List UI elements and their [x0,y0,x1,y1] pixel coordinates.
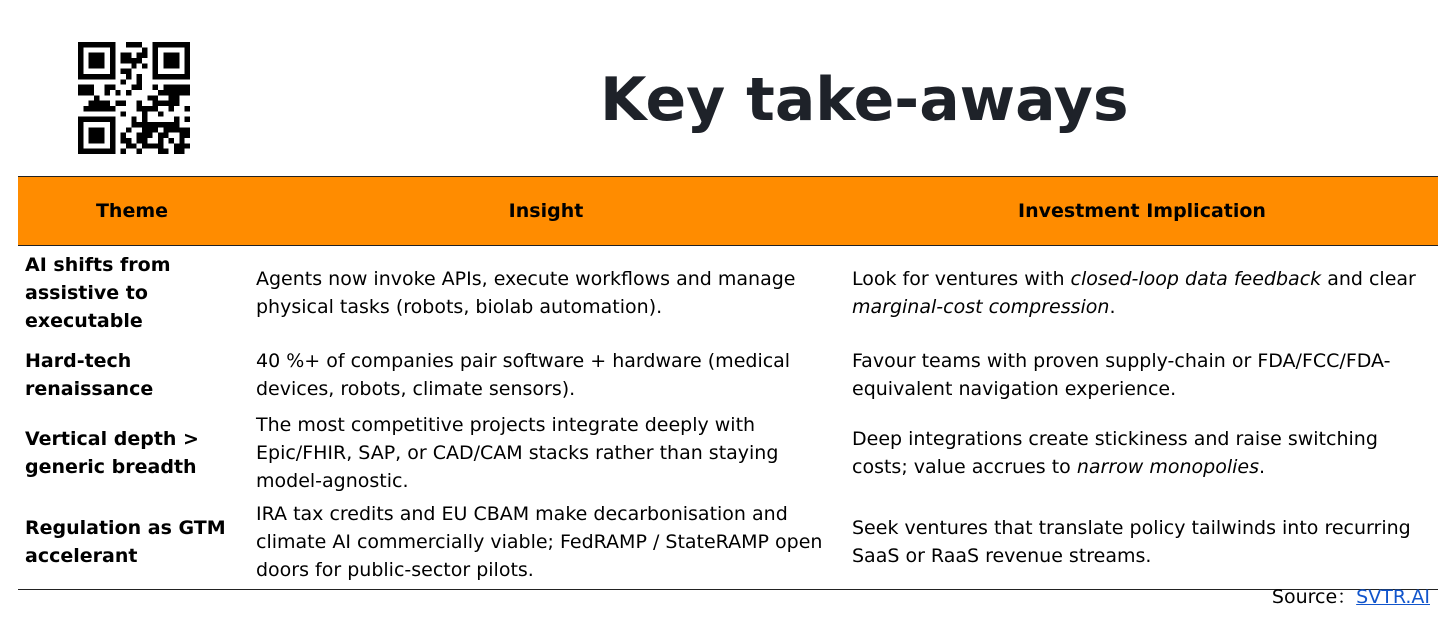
table-row [18,411,1438,495]
text-run: IRA tax credits and EU CBAM make decarbonisation and climate AI commercially viable; FedRAMP / StateRAMP open doors for public-sector pilots. [256,502,823,581]
table-row [18,495,1438,590]
qr-code [78,42,190,154]
text-run: Look for ventures with [852,267,1071,290]
text-run: . [1109,295,1116,318]
takeaways-table [18,176,1438,590]
source-link[interactable]: SVTR.AI [1356,586,1430,608]
text-run: Seek ventures that translate policy tailwinds into recurring SaaS or RaaS revenue streams. [852,516,1411,567]
table-row [18,246,1438,340]
table-row [18,340,1438,411]
table-header-row [18,177,1438,246]
header-insight: Insight [508,200,584,222]
text-run: Deep integrations create stickiness and raise switching costs; value accrues to [852,427,1378,478]
emphasis-text: narrow monopolies [1076,455,1259,478]
theme-cell: Hard-tech renaissance [25,350,154,400]
header-investment-implication: Investment Implication [1018,200,1266,222]
source-label: Source： [1271,586,1357,608]
page-title: Key take-aways [600,65,1129,135]
text-run: Favour teams with proven supply-chain or FDA/FCC/FDA-equivalent navigation experience. [852,350,1391,400]
implication-cell [846,411,1438,495]
theme-cell: Vertical depth > generic breadth [25,427,199,478]
header-theme: Theme [95,200,169,222]
emphasis-text: closed-loop data feedback [1070,267,1322,290]
insight-cell [246,340,846,411]
text-run: Agents now invoke APIs, execute workflows and manage physical tasks (robots, biolab automation). [256,267,796,318]
implication-cell [846,246,1438,340]
insight-cell [246,495,846,590]
implication-cell [846,495,1438,590]
source-note [1272,583,1430,611]
theme-cell: AI shifts from assistive to executable [25,253,171,332]
theme-cell: Regulation as GTM accelerant [25,516,226,567]
emphasis-text: marginal-cost compression [852,295,1110,318]
text-run: and clear [1321,267,1416,290]
implication-cell [846,340,1438,411]
text-run: 40 %+ of companies pair software + hardware (medical devices, robots, climate sensors). [256,350,791,400]
insight-cell [246,411,846,495]
text-run: The most competitive projects integrate deeply with Epic/FHIR, SAP, or CAD/CAM stacks rather than staying model-agnostic. [256,413,779,492]
text-run: . [1258,455,1266,478]
insight-cell [246,246,846,340]
